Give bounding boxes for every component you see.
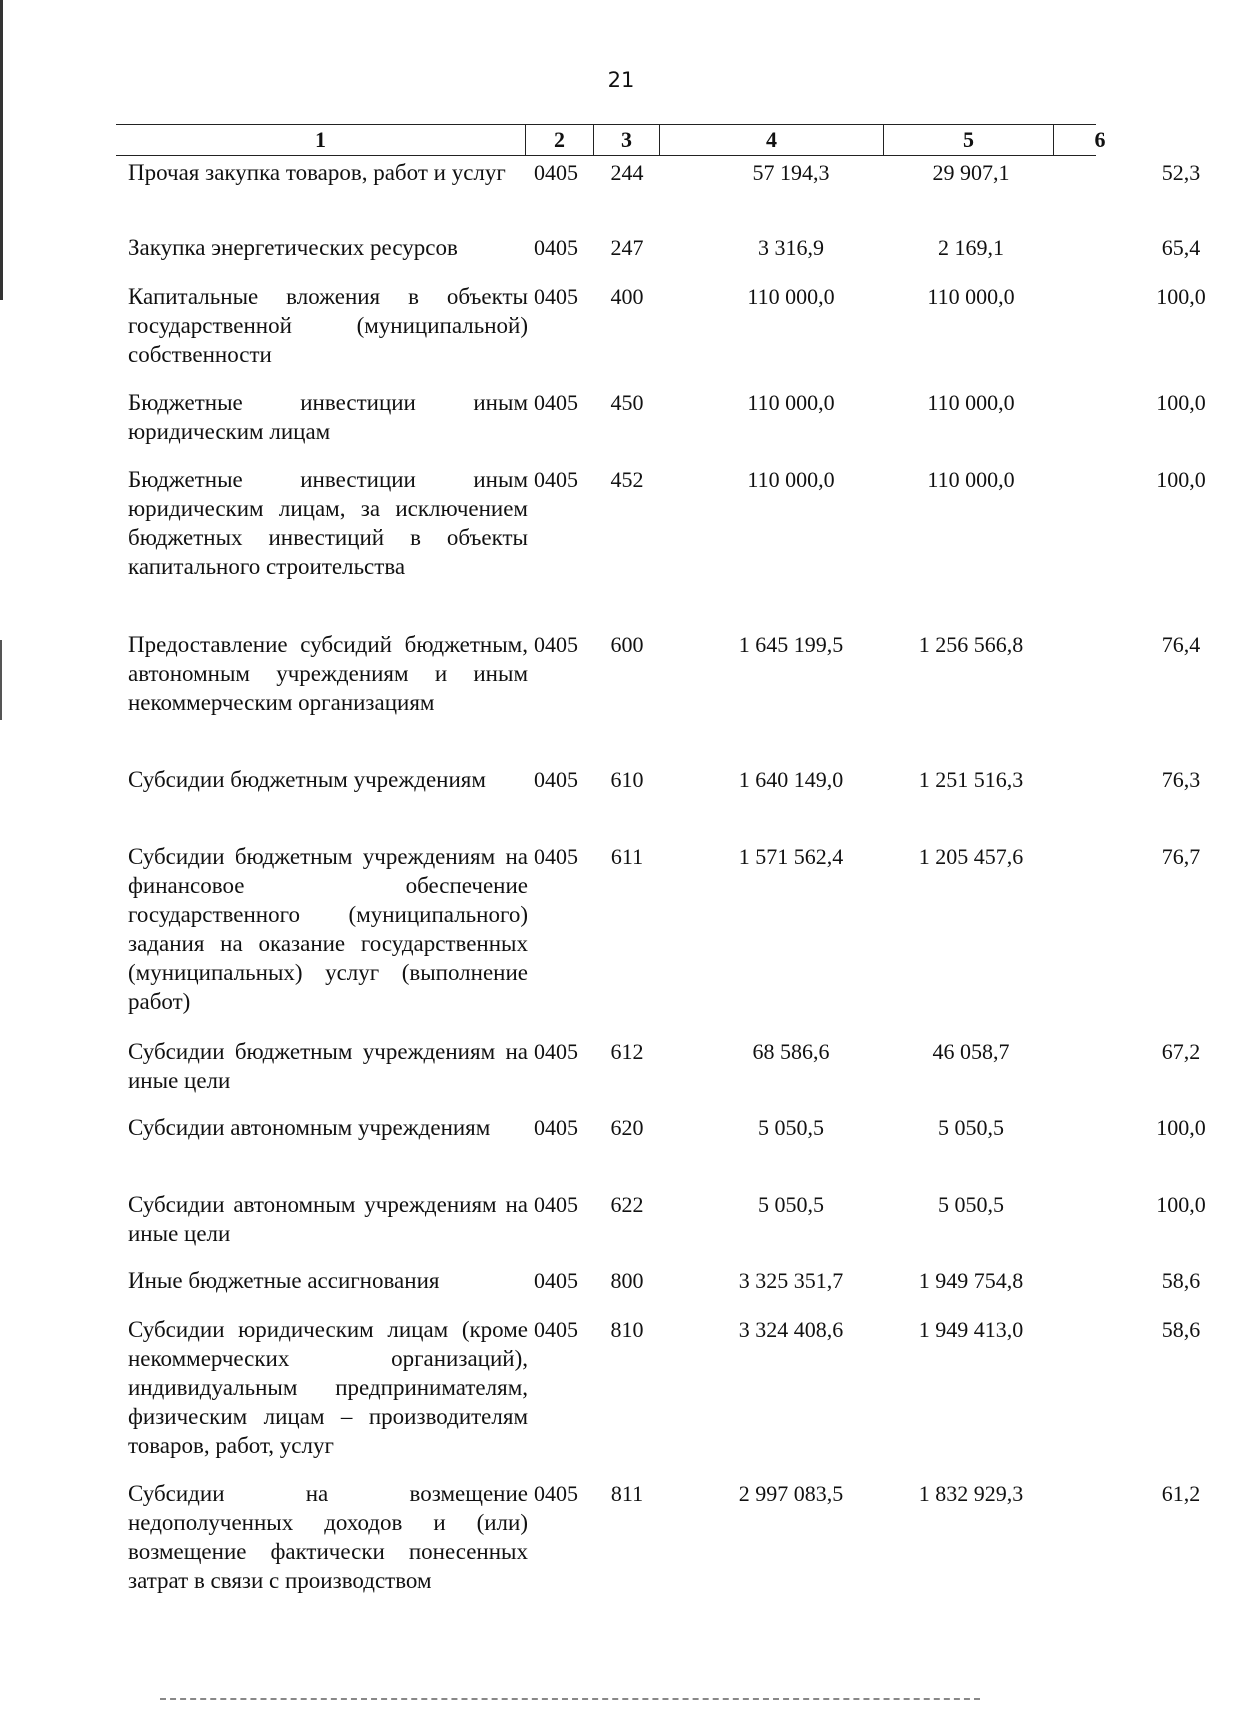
row-type: 611: [610, 844, 644, 869]
row-percent: 100,0: [1156, 1192, 1206, 1217]
header-cell-5: 5: [884, 125, 1054, 155]
row-name: Бюджетные инвестиции иным юридическим лицам: [128, 390, 528, 444]
row-executed: 46 058,7: [932, 1039, 1010, 1064]
row-percent: 65,4: [1161, 235, 1201, 260]
row-executed: 110 000,0: [927, 284, 1015, 309]
row-name: Субсидии автономным учреждениям: [128, 1115, 491, 1140]
row-planned: 57 194,3: [752, 160, 830, 185]
row-planned: 1 640 149,0: [738, 767, 844, 792]
row-code: 0405: [534, 1115, 578, 1140]
row-percent: 100,0: [1156, 284, 1206, 309]
row-percent: 58,6: [1161, 1268, 1201, 1293]
header-cell-2: 2: [526, 125, 594, 155]
row-type: 400: [610, 284, 644, 309]
header-cell-4: 4: [660, 125, 884, 155]
row-percent: 58,6: [1161, 1317, 1201, 1342]
scan-edge: [0, 0, 3, 300]
row-code: 0405: [534, 284, 578, 309]
row-name: Субсидии бюджетным учреждениям на финансовое обеспечение государственного (муниципального) задания на оказание государственных (муниципальных) услуг (выполнение работ): [128, 844, 528, 1014]
row-name: Бюджетные инвестиции иным юридическим лицам, за исключением бюджетных инвестиций в объекты капитального строительства: [128, 467, 528, 579]
row-executed: 1 251 516,3: [918, 767, 1024, 792]
row-executed: 2 169,1: [938, 235, 1004, 260]
row-type: 800: [610, 1268, 644, 1293]
row-name: Прочая закупка товаров, работ и услуг: [128, 160, 506, 185]
row-type: 450: [610, 390, 644, 415]
page-number: 21: [607, 68, 635, 92]
row-type: 622: [610, 1192, 644, 1217]
header-cell-1: 1: [116, 125, 526, 155]
row-executed: 1 256 566,8: [918, 632, 1024, 657]
row-planned: 110 000,0: [747, 284, 835, 309]
row-executed: 5 050,5: [938, 1192, 1004, 1217]
row-code: 0405: [534, 1039, 578, 1064]
row-percent: 76,7: [1161, 844, 1201, 869]
row-name: Капитальные вложения в объекты государственной (муниципальной) собственности: [128, 284, 528, 367]
row-type: 452: [610, 467, 644, 492]
row-executed: 1 832 929,3: [918, 1481, 1024, 1506]
row-code: 0405: [534, 1481, 578, 1506]
scan-edge: [0, 640, 2, 720]
row-name: Иные бюджетные ассигнования: [128, 1268, 440, 1293]
row-code: 0405: [534, 1192, 578, 1217]
row-executed: 1 205 457,6: [918, 844, 1024, 869]
row-executed: 1 949 413,0: [918, 1317, 1024, 1342]
row-planned: 68 586,6: [752, 1039, 830, 1064]
page-bottom-line: [160, 1698, 980, 1702]
row-type: 811: [610, 1481, 644, 1506]
row-type: 247: [610, 235, 644, 260]
row-percent: 100,0: [1156, 390, 1206, 415]
row-code: 0405: [534, 160, 578, 185]
row-percent: 100,0: [1156, 467, 1206, 492]
row-planned: 110 000,0: [747, 467, 835, 492]
row-code: 0405: [534, 1317, 578, 1342]
row-planned: 3 316,9: [758, 235, 824, 260]
row-name: Субсидии бюджетным учреждениям: [128, 767, 486, 792]
row-planned: 5 050,5: [758, 1192, 824, 1217]
row-percent: 67,2: [1161, 1039, 1201, 1064]
row-percent: 61,2: [1161, 1481, 1201, 1506]
header-cell-3: 3: [594, 125, 660, 155]
table-header: [116, 124, 1106, 156]
row-name: Субсидии автономным учреждениям на иные цели: [128, 1192, 528, 1246]
row-name: Субсидии бюджетным учреждениям на иные цели: [128, 1039, 528, 1093]
row-executed: 29 907,1: [932, 160, 1010, 185]
row-percent: 52,3: [1161, 160, 1201, 185]
row-type: 612: [610, 1039, 644, 1064]
row-name: Закупка энергетических ресурсов: [128, 235, 458, 260]
row-code: 0405: [534, 235, 578, 260]
row-executed: 1 949 754,8: [918, 1268, 1024, 1293]
row-planned: 3 324 408,6: [738, 1317, 844, 1342]
row-type: 810: [610, 1317, 644, 1342]
row-planned: 2 997 083,5: [738, 1481, 844, 1506]
row-code: 0405: [534, 844, 578, 869]
row-name: Субсидии юридическим лицам (кроме некоммерческих организаций), индивидуальным предпринимателям, физическим лицам – производителям товаров, работ, услуг: [128, 1317, 528, 1458]
header-cell-6: 6: [1094, 127, 1106, 152]
row-planned: 5 050,5: [758, 1115, 824, 1140]
row-code: 0405: [534, 767, 578, 792]
row-percent: 100,0: [1156, 1115, 1206, 1140]
row-executed: 5 050,5: [938, 1115, 1004, 1140]
row-type: 620: [610, 1115, 644, 1140]
row-code: 0405: [534, 632, 578, 657]
row-planned: 1 645 199,5: [738, 632, 844, 657]
row-type: 244: [610, 160, 644, 185]
row-name: Предоставление субсидий бюджетным, автономным учреждениям и иным некоммерческим организациям: [128, 632, 528, 715]
row-planned: 110 000,0: [747, 390, 835, 415]
row-code: 0405: [534, 467, 578, 492]
row-planned: 3 325 351,7: [738, 1268, 844, 1293]
row-executed: 110 000,0: [927, 467, 1015, 492]
row-planned: 1 571 562,4: [738, 844, 844, 869]
row-code: 0405: [534, 1268, 578, 1293]
row-percent: 76,3: [1161, 767, 1201, 792]
row-code: 0405: [534, 390, 578, 415]
row-executed: 110 000,0: [927, 390, 1015, 415]
row-name: Субсидии на возмещение недополученных доходов и (или) возмещение фактически понесенных затрат в связи с производством: [128, 1481, 528, 1593]
row-type: 600: [610, 632, 644, 657]
row-type: 610: [610, 767, 644, 792]
row-percent: 76,4: [1161, 632, 1201, 657]
